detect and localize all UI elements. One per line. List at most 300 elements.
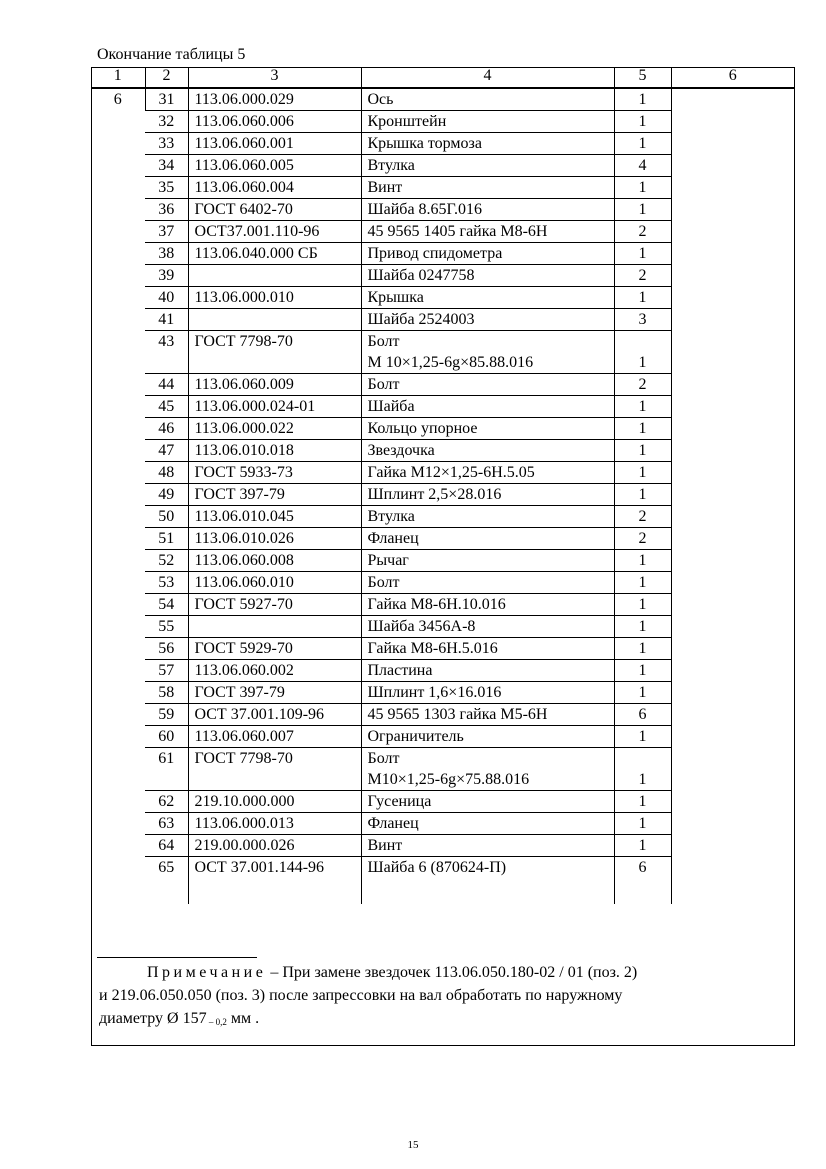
designation: ГОСТ 5929-70 [188, 638, 361, 660]
footnote-text-1: замене звездочек 113.06.050.180-02 / 01 (поз. 2) [314, 964, 638, 981]
notes-cell [671, 440, 794, 462]
part-name [361, 594, 614, 616]
quantity [614, 528, 671, 550]
table-row [91, 791, 794, 813]
position-number: 54 [145, 594, 188, 616]
part-name [361, 857, 614, 879]
quantity-value: 1 [638, 486, 647, 503]
group-number: 6 [113, 91, 122, 108]
designation: ГОСТ 397-79 [188, 484, 361, 506]
tolerance: – 0,2 [206, 1017, 227, 1027]
notes-cell [671, 616, 794, 638]
quantity [614, 396, 671, 418]
table-row [91, 177, 794, 199]
part-name-text: 45 9565 1405 гайка М8-6Н [367, 223, 548, 240]
position-number: 48 [145, 462, 188, 484]
part-name [361, 133, 614, 155]
quantity [614, 221, 671, 243]
position-number: 36 [145, 199, 188, 221]
notes-cell [671, 528, 794, 550]
notes-cell [671, 221, 794, 243]
position-number: 40 [145, 287, 188, 309]
quantity [614, 243, 671, 265]
designation: 113.06.000.022 [188, 418, 361, 440]
notes-cell [671, 550, 794, 572]
table-row [91, 506, 794, 528]
quantity [614, 418, 671, 440]
quantity [614, 682, 671, 704]
part-name [361, 726, 614, 748]
quantity [614, 88, 671, 111]
position-number: 62 [145, 791, 188, 813]
part-name [361, 748, 614, 791]
designation: 113.06.010.026 [188, 528, 361, 550]
table-row [91, 660, 794, 682]
quantity [614, 835, 671, 857]
part-name-text: Звездочка [367, 442, 435, 459]
spacer-cell [671, 878, 794, 904]
quantity [614, 155, 671, 177]
notes-cell [671, 155, 794, 177]
table-row [91, 440, 794, 462]
designation [188, 616, 361, 638]
quantity-value: 1 [638, 91, 647, 108]
footnote-title: Примечание [147, 964, 267, 981]
part-name-text: Винт [367, 837, 403, 854]
designation [188, 309, 361, 331]
table-row [91, 857, 794, 879]
designation: ГОСТ 5927-70 [188, 594, 361, 616]
designation: 113.06.060.002 [188, 660, 361, 682]
position-number: 58 [145, 682, 188, 704]
table-row [91, 462, 794, 484]
table-row [91, 726, 794, 748]
part-name-text: Гайка М12×1,25-6Н.5.05 [367, 464, 535, 481]
part-name-text: Крышка тормоза [367, 135, 482, 152]
table-row [91, 528, 794, 550]
quantity [614, 309, 671, 331]
part-name-text: Привод спидометра [367, 245, 503, 262]
quantity [614, 594, 671, 616]
part-name-text: Болт [367, 750, 400, 767]
notes-cell [671, 638, 794, 660]
table-row [91, 331, 794, 374]
quantity-value: 1 [638, 684, 647, 701]
position-number: 57 [145, 660, 188, 682]
position-number: 39 [145, 265, 188, 287]
designation: 113.06.000.010 [188, 287, 361, 309]
footnote [99, 961, 789, 1034]
quantity-spacer [615, 748, 671, 769]
designation: ГОСТ 7798-70 [188, 331, 361, 374]
designation: ОСТ 37.001.109-96 [188, 704, 361, 726]
table-row [91, 704, 794, 726]
part-name [361, 638, 614, 660]
notes-cell [671, 331, 794, 374]
part-name-line-2: М10×1,25-6g×75.88.016 [367, 771, 530, 788]
part-name [361, 418, 614, 440]
notes-cell [671, 682, 794, 704]
part-name [361, 88, 614, 111]
table-row [91, 418, 794, 440]
quantity-value: 1 [638, 179, 647, 196]
quantity-value: 1 [638, 201, 647, 218]
quantity-value: 1 [638, 398, 647, 415]
page-number: 15 [407, 1139, 419, 1151]
quantity-value: 2 [638, 267, 647, 284]
quantity-value: 1 [638, 728, 647, 745]
part-name-text: Пластина [367, 662, 433, 679]
quantity-value: 6 [638, 859, 647, 876]
position-number: 65 [158, 859, 175, 876]
parts-table [91, 67, 794, 904]
part-name-text: Гайка М8-6Н.5.016 [367, 640, 498, 657]
notes-cell [671, 199, 794, 221]
spacer-cell [361, 878, 614, 904]
position-number: 63 [145, 813, 188, 835]
position-number: 50 [145, 506, 188, 528]
part-name-text: Кольцо упорное [367, 420, 478, 437]
quantity-value: 3 [638, 311, 647, 328]
quantity [614, 726, 671, 748]
quantity [614, 331, 671, 374]
notes-cell [671, 506, 794, 528]
quantity [614, 199, 671, 221]
position-number: 37 [145, 221, 188, 243]
footnote-line-2: и 219.06.050.050 (поз. 3) после запрессовки на вал обработать по наружному [99, 987, 623, 1004]
part-name [361, 309, 614, 331]
part-name-text: Шайба 3456А-8 [367, 618, 476, 635]
position-number: 51 [145, 528, 188, 550]
part-name [361, 111, 614, 133]
part-name [361, 791, 614, 813]
quantity-value: 1 [638, 354, 647, 371]
quantity [614, 638, 671, 660]
header-cell: 4 [361, 67, 614, 88]
position-number: 56 [145, 638, 188, 660]
footnote-units: мм . [226, 1010, 260, 1027]
designation: ГОСТ 7798-70 [188, 748, 361, 791]
table-row [91, 484, 794, 506]
quantity [614, 704, 671, 726]
quantity [614, 462, 671, 484]
quantity-value: 2 [638, 508, 647, 525]
quantity-value: 2 [638, 376, 647, 393]
quantity-value: 1 [638, 289, 647, 306]
part-name [361, 462, 614, 484]
quantity [614, 616, 671, 638]
quantity-value: 1 [638, 113, 647, 130]
position-number: 59 [145, 704, 188, 726]
table-row [91, 813, 794, 835]
notes-cell [671, 111, 794, 133]
table-row [91, 572, 794, 594]
notes-cell [671, 660, 794, 682]
part-name-text: Гусеница [367, 793, 432, 810]
part-name [361, 704, 614, 726]
quantity-value: 1 [638, 596, 647, 613]
part-name-text: Крышка [367, 289, 424, 306]
position-number: 43 [145, 331, 188, 374]
parts-table-body [91, 67, 794, 904]
footnote-dash: – При [266, 964, 315, 981]
part-name-text: Кронштейн [367, 113, 447, 130]
notes-cell [671, 726, 794, 748]
table-row [91, 835, 794, 857]
quantity [614, 550, 671, 572]
quantity-value: 1 [638, 442, 647, 459]
spacer-cell [188, 878, 361, 904]
table-row [91, 199, 794, 221]
table-row [91, 155, 794, 177]
table-row [91, 243, 794, 265]
designation: 219.00.000.026 [188, 835, 361, 857]
designation: ОСТ37.001.110-96 [188, 221, 361, 243]
footnote-text-3: диаметру Ø 157 [99, 1010, 207, 1027]
table-row [91, 396, 794, 418]
footnote-line-3 [99, 1007, 789, 1034]
position-number: 60 [145, 726, 188, 748]
quantity-spacer [615, 331, 671, 352]
position-number: 49 [145, 484, 188, 506]
quantity [614, 287, 671, 309]
notes-cell [671, 748, 794, 791]
table-row [91, 133, 794, 155]
header-cell: 1 [91, 67, 145, 88]
header-cell: 5 [614, 67, 671, 88]
part-name [361, 287, 614, 309]
part-name [361, 572, 614, 594]
quantity-value: 2 [638, 223, 647, 240]
part-name [361, 221, 614, 243]
quantity-value: 1 [638, 135, 647, 152]
footnote-line-1 [99, 961, 789, 984]
designation: 113.06.060.008 [188, 550, 361, 572]
part-name [361, 660, 614, 682]
quantity-value: 1 [638, 464, 647, 481]
part-name-text: Винт [367, 179, 403, 196]
designation: 113.06.060.004 [188, 177, 361, 199]
header-row [91, 67, 794, 88]
quantity-value: 1 [638, 245, 647, 262]
quantity-value: 4 [638, 157, 647, 174]
footnote-rule [97, 957, 257, 958]
designation [188, 265, 361, 287]
part-name [361, 550, 614, 572]
position-number: 47 [145, 440, 188, 462]
notes-cell [671, 813, 794, 835]
designation: ГОСТ 397-79 [188, 682, 361, 704]
part-name [361, 396, 614, 418]
part-name [361, 813, 614, 835]
part-name [361, 484, 614, 506]
table-row [91, 594, 794, 616]
part-name-text: Шайба 2524003 [367, 311, 475, 328]
designation: 113.06.060.006 [188, 111, 361, 133]
position-number: 52 [145, 550, 188, 572]
quantity [614, 374, 671, 396]
part-name-text: Фланец [367, 530, 419, 547]
spacer-row [91, 878, 794, 904]
notes-cell [671, 857, 794, 879]
position-number: 53 [145, 572, 188, 594]
designation: 113.06.000.024-01 [188, 396, 361, 418]
quantity-value: 1 [638, 552, 647, 569]
quantity-value: 1 [638, 420, 647, 437]
quantity [614, 660, 671, 682]
part-name [361, 199, 614, 221]
designation: ГОСТ 5933-73 [188, 462, 361, 484]
quantity-value: 1 [638, 815, 647, 832]
part-name [361, 265, 614, 287]
part-name [361, 177, 614, 199]
table-row [91, 88, 794, 111]
part-name-text: Шплинт 2,5×28.016 [367, 486, 502, 503]
position-number: 45 [145, 396, 188, 418]
spacer-cell [614, 878, 671, 904]
notes-cell [671, 462, 794, 484]
header-cell: 3 [188, 67, 361, 88]
table-row [91, 748, 794, 791]
table-row [91, 374, 794, 396]
designation: 113.06.060.005 [188, 155, 361, 177]
quantity-value: 6 [638, 706, 647, 723]
designation: 113.06.000.029 [188, 88, 361, 111]
part-name [361, 682, 614, 704]
part-name-text: Втулка [367, 157, 415, 174]
part-name-text: Ось [367, 91, 394, 108]
quantity [614, 572, 671, 594]
table-row [91, 616, 794, 638]
part-name [361, 155, 614, 177]
header-cell: 2 [145, 67, 188, 88]
part-name-line-2: М 10×1,25-6g×85.88.016 [367, 354, 534, 371]
table-row [91, 309, 794, 331]
quantity-value: 1 [638, 837, 647, 854]
quantity [614, 748, 671, 791]
quantity-value: 1 [638, 640, 647, 657]
position-number: 55 [145, 616, 188, 638]
quantity [614, 813, 671, 835]
part-name-text: Шайба 0247758 [367, 267, 475, 284]
spacer-cell [145, 878, 188, 904]
notes-cell [671, 835, 794, 857]
part-name-text: Гайка М8-6Н.10.016 [367, 596, 506, 613]
table-row [91, 111, 794, 133]
position-number: 33 [145, 133, 188, 155]
quantity [614, 133, 671, 155]
designation: 113.06.060.007 [188, 726, 361, 748]
notes-cell [671, 133, 794, 155]
table-row [91, 265, 794, 287]
quantity [614, 791, 671, 813]
notes-cell [671, 704, 794, 726]
notes-cell [671, 396, 794, 418]
quantity [614, 111, 671, 133]
notes-cell [671, 287, 794, 309]
part-name [361, 440, 614, 462]
position-number: 46 [145, 418, 188, 440]
part-name [361, 243, 614, 265]
part-name-text: Шайба 8.65Г.016 [367, 201, 482, 218]
table-row [91, 221, 794, 243]
part-name-text: Шплинт 1,6×16.016 [367, 684, 502, 701]
position-number: 64 [145, 835, 188, 857]
part-name [361, 616, 614, 638]
part-name [361, 374, 614, 396]
notes-cell [671, 418, 794, 440]
quantity [614, 484, 671, 506]
part-name [361, 528, 614, 550]
notes-cell [671, 791, 794, 813]
quantity [614, 857, 671, 879]
designation: 113.06.060.009 [188, 374, 361, 396]
quantity-value: 1 [638, 771, 647, 788]
quantity-value: 1 [638, 662, 647, 679]
notes-cell [671, 265, 794, 287]
position-number: 34 [145, 155, 188, 177]
quantity [614, 506, 671, 528]
designation: ОСТ 37.001.144-96 [188, 857, 361, 879]
notes-cell [671, 88, 794, 111]
designation: 113.06.060.010 [188, 572, 361, 594]
part-name-text: 45 9565 1303 гайка М5-6Н [367, 706, 548, 723]
notes-cell [671, 594, 794, 616]
part-name-text: Шайба 6 (870624-П) [367, 859, 507, 876]
table-row [91, 550, 794, 572]
part-name-text: Втулка [367, 508, 415, 525]
part-name-text: Ограничитель [367, 728, 464, 745]
notes-cell [671, 572, 794, 594]
header-cell: 6 [671, 67, 794, 88]
designation: 219.10.000.000 [188, 791, 361, 813]
quantity-value: 1 [638, 793, 647, 810]
notes-cell [671, 484, 794, 506]
quantity [614, 177, 671, 199]
part-name-text: Болт [367, 574, 400, 591]
position-number: 44 [145, 374, 188, 396]
position-number: 41 [145, 309, 188, 331]
part-name [361, 331, 614, 374]
table-row [91, 682, 794, 704]
part-name [361, 835, 614, 857]
designation: 113.06.010.045 [188, 506, 361, 528]
designation: 113.06.060.001 [188, 133, 361, 155]
position-number: 61 [145, 748, 188, 791]
notes-cell [671, 309, 794, 331]
position-number: 38 [145, 243, 188, 265]
part-name-text: Рычаг [367, 552, 409, 569]
position-number: 32 [145, 111, 188, 133]
part-name-text: Фланец [367, 815, 419, 832]
table-caption: Окончание таблицы 5 [97, 46, 246, 63]
notes-cell [671, 177, 794, 199]
position-number: 35 [145, 177, 188, 199]
part-name-text: Болт [367, 333, 400, 350]
part-name-text: Болт [367, 376, 400, 393]
part-name [361, 506, 614, 528]
table-row [91, 287, 794, 309]
quantity-value: 2 [638, 530, 647, 547]
table-row [91, 638, 794, 660]
quantity [614, 440, 671, 462]
designation: 113.06.010.018 [188, 440, 361, 462]
notes-cell [671, 243, 794, 265]
designation: 113.06.040.000 СБ [188, 243, 361, 265]
designation: 113.06.000.013 [188, 813, 361, 835]
quantity [614, 265, 671, 287]
quantity-value: 1 [638, 574, 647, 591]
